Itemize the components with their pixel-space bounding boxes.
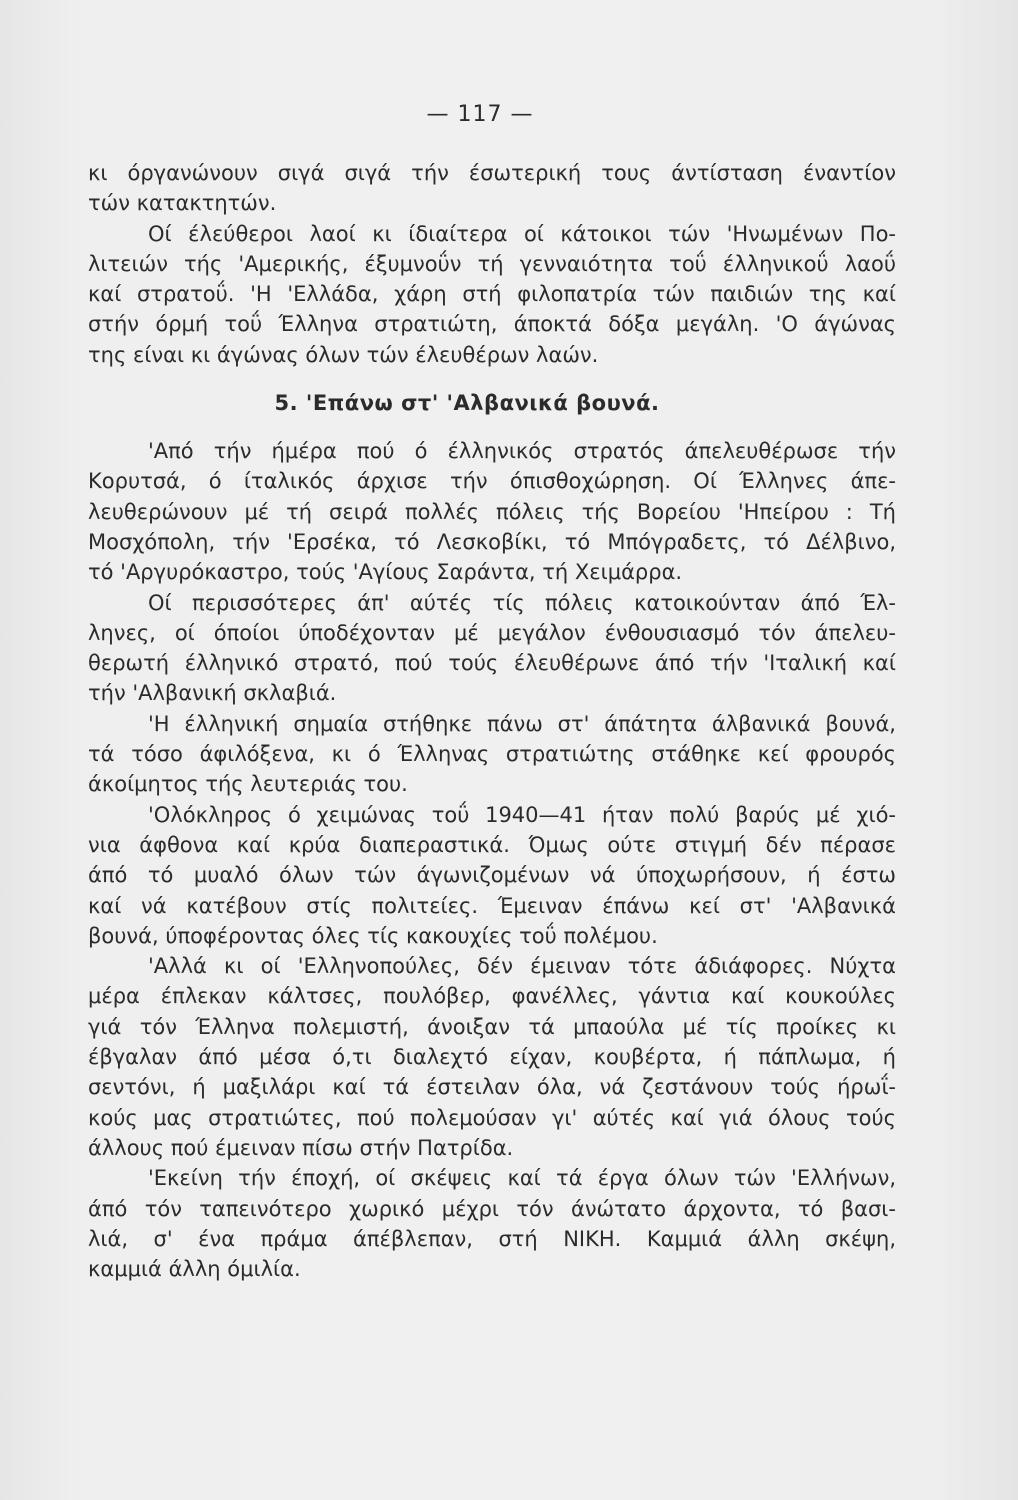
text-line: λιτειών τής 'Αμερικής, έξυμνοΰν τή γενναιότητα τοΰ έλληνικοΰ λαοΰ bbox=[88, 251, 896, 276]
text-line: της είναι κι άγώνας όλων τών έλευθέρων λαών. bbox=[88, 342, 599, 367]
paragraph bbox=[88, 800, 896, 951]
text-line: στήν όρμή τοΰ Έλληνα στρατιώτη, άποκτά δόξα μεγάλη. 'Ο άγώνας bbox=[88, 312, 896, 337]
text-line: λευθερώνουν μέ τή σειρά πολλές πόλεις τής Βορείου 'Ηπείρου : Τή bbox=[88, 499, 896, 524]
paragraph bbox=[88, 219, 896, 370]
text-line: καί νά κατέβουν στίς πολιτείες. Έμειναν έπάνω κεί στ' 'Αλβανικά bbox=[88, 893, 896, 918]
page-number: — 117 — bbox=[426, 102, 534, 127]
text-line: μέρα έπλεκαν κάλτσες, πουλόβερ, φανέλλες, γάντια καί κουκούλες bbox=[88, 984, 896, 1009]
text-line: 'Εκείνη τήν έποχή, οί σκέψεις καί τά έργα όλων τών 'Ελλήνων, bbox=[148, 1166, 896, 1191]
text-line: Μοσχόπολη, τήν 'Ερσέκα, τό Λεσκοβίκι, τό Μπόγραδετς, τό Δέλβινο, bbox=[88, 529, 896, 554]
text-line: άλλους πού έμειναν πίσω στήν Πατρίδα. bbox=[88, 1135, 514, 1160]
paragraph bbox=[88, 1163, 896, 1284]
text-line: σεντόνι, ή μαξιλάρι καί τά έστειλαν όλα, νά ζεστάνουν τούς ήρωΐ- bbox=[88, 1075, 896, 1100]
section-heading: 5. 'Επάνω στ' 'Αλβανικά βουνά. bbox=[274, 391, 660, 416]
text-line: νια άφθονα καί κρύα διαπεραστικά. Όμως ούτε στιγμή δέν πέρασε bbox=[88, 832, 896, 857]
text-line: λιά, σ' ένα πράμα άπέβλεπαν, στή ΝΙΚΗ. Καμμιά άλλη σκέψη, bbox=[88, 1226, 896, 1251]
text-line: θερωτή έλληνικό στρατό, πού τούς έλευθέρωνε άπό τήν 'Ιταλική καί bbox=[88, 651, 896, 676]
text-line: 'Η έλληνική σημαία στήθηκε πάνω στ' άπάτητα άλβανικά βουνά, bbox=[148, 711, 896, 736]
text-line: τό 'Αργυρόκαστρο, τούς 'Αγίους Σαράντα, τή Χειμάρρα. bbox=[88, 560, 683, 585]
text-line: βουνά, ύποφέροντας όλες τίς κακουχίες τοΰ πολέμου. bbox=[88, 923, 658, 948]
text-line: Οί περισσότερες άπ' αύτές τίς πόλεις κατοικούνταν άπό Έλ- bbox=[148, 590, 896, 615]
paragraph bbox=[88, 709, 896, 800]
text-line: 'Από τήν ήμέρα πού ό έλληνικός στρατός άπελευθέρωσε τήν bbox=[148, 439, 896, 464]
paragraph bbox=[88, 158, 896, 219]
text-line: τών κατακτητών. bbox=[88, 191, 277, 216]
paragraph bbox=[88, 951, 896, 1163]
paragraph bbox=[88, 436, 896, 587]
text-line: 'Αλλά κι οί 'Ελληνοπούλες, δέν έμειναν τότε άδιάφορες. Νύχτα bbox=[148, 954, 896, 979]
text-line: 'Ολόκληρος ό χειμώνας τοΰ 1940—41 ήταν πολύ βαρύς μέ χιό- bbox=[148, 802, 896, 827]
text-line: κούς μας στρατιώτες, πού πολεμούσαν γι' αύτές καί γιά όλους τούς bbox=[88, 1105, 896, 1130]
text-line: ληνες, οί όποίοι ύποδέχονταν μέ μεγάλον ένθουσιασμό τόν άπελευ- bbox=[88, 620, 896, 645]
text-line: Κορυτσά, ό ίταλικός άρχισε τήν όπισθοχώρηση. Οί Έλληνες άπε- bbox=[88, 469, 896, 494]
text-line: Οί έλεύθεροι λαοί κι ίδιαίτερα οί κάτοικοι τών 'Ηνωμένων Πο- bbox=[148, 221, 896, 246]
text-line: τά τόσο άφιλόξενα, κι ό Έλληνας στρατιώτης στάθηκε κεί φρουρός bbox=[88, 742, 896, 767]
body-text bbox=[88, 158, 896, 1284]
text-line: κι όργανώνουν σιγά σιγά τήν έσωτερική τους άντίσταση έναντίον bbox=[88, 161, 896, 185]
text-line: καί στρατοΰ. 'Η 'Ελλάδα, χάρη στή φιλοπατρία τών παιδιών της καί bbox=[88, 282, 896, 307]
text-line: άκοίμητος τής λευτεριάς του. bbox=[88, 772, 408, 797]
paragraph bbox=[88, 588, 896, 709]
text-line: έβγαλαν άπό μέσα ό,τι διαλεχτό είχαν, κουβέρτα, ή πάπλωμα, ή bbox=[88, 1045, 896, 1070]
text-line: τήν 'Αλβανική σκλαβιά. bbox=[88, 681, 337, 706]
text-line: άπό τό μυαλό όλων τών άγωνιζομένων νά ύποχωρήσουν, ή έστω bbox=[88, 863, 896, 888]
text-line: άπό τόν ταπεινότερο χωρικό μέχρι τόν άνώτατο άρχοντα, τό βασι- bbox=[88, 1196, 896, 1221]
text-line: γιά τόν Έλληνα πολεμιστή, άνοιξαν τά μπαούλα μέ τίς προίκες κι bbox=[88, 1014, 896, 1039]
text-line: καμμιά άλλη όμιλία. bbox=[88, 1257, 301, 1282]
